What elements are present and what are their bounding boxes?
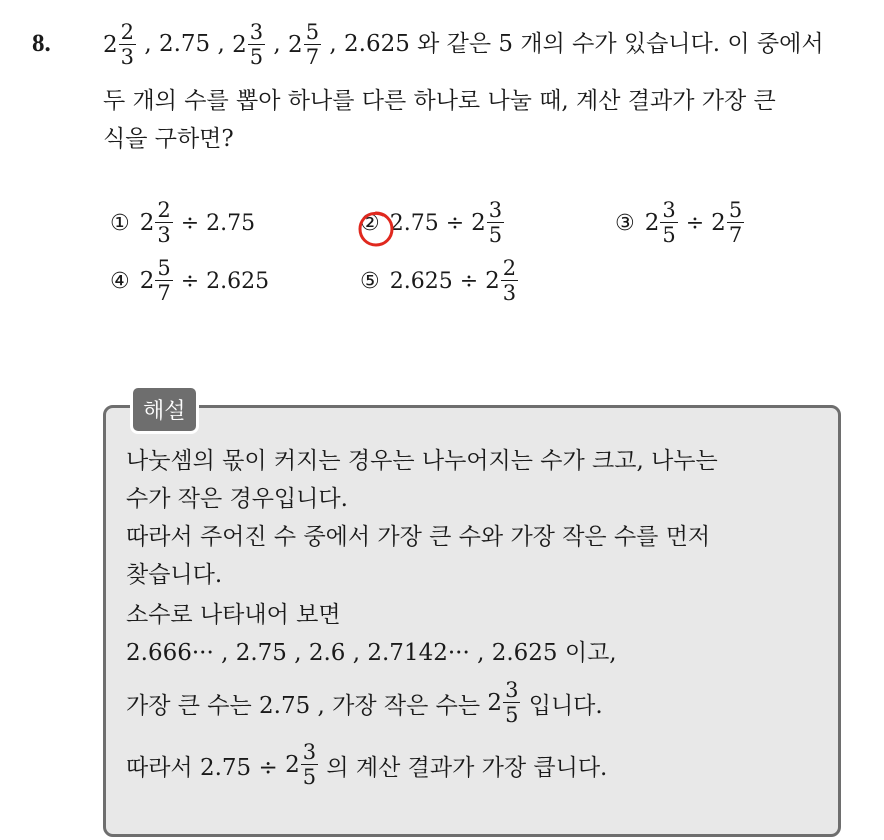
choice-3[interactable] — [615, 200, 745, 246]
solution-text: 따라서 2.75 ÷ — [126, 754, 286, 781]
numerator: 3 — [249, 20, 264, 44]
fraction — [304, 22, 321, 68]
numerator: 3 — [505, 678, 519, 702]
fraction — [660, 200, 677, 246]
mixed-number — [103, 22, 137, 68]
denominator: 5 — [662, 223, 676, 247]
denominator: 5 — [505, 703, 519, 727]
fraction — [155, 200, 172, 246]
numerator: 3 — [488, 198, 503, 222]
denominator: 3 — [157, 223, 171, 247]
fraction — [248, 22, 265, 68]
choice-expression: ÷ — [678, 210, 712, 236]
whole-part: 2 — [288, 32, 303, 58]
mixed-number — [232, 22, 266, 68]
choice-expression: 2.75 ÷ — [389, 210, 472, 236]
mixed-number — [288, 22, 322, 68]
mixed-number — [140, 258, 174, 304]
fraction — [119, 22, 136, 68]
mixed-number — [285, 742, 319, 788]
separator-text: , 2.75 , — [137, 31, 233, 57]
question-text: , 2.625 와 같은 5 개의 수가 있습니다. 이 중에서 — [322, 31, 824, 57]
solution-text: 입니다. — [521, 692, 603, 719]
solution-line — [126, 742, 607, 788]
question-line-3: 식을 구하면? — [103, 126, 234, 152]
fraction — [301, 742, 318, 788]
choice-marker: ⑤ — [360, 268, 380, 294]
solution-line: 2.666··· , 2.75 , 2.6 , 2.7142··· , 2.625 이고, — [126, 640, 617, 666]
numerator: 3 — [302, 740, 317, 764]
whole-part: 2 — [644, 210, 660, 236]
whole-part: 2 — [471, 210, 486, 236]
denominator: 5 — [249, 45, 264, 69]
solution-line: 소수로 나타내어 보면 — [126, 602, 341, 628]
choice-marker: ② — [360, 210, 380, 236]
denominator: 7 — [728, 223, 743, 247]
choice-expression: 2.625 ÷ — [389, 268, 486, 294]
numerator: 2 — [120, 20, 135, 44]
whole-part: 2 — [232, 32, 247, 58]
denominator: 5 — [302, 765, 317, 789]
numerator: 2 — [502, 256, 517, 280]
whole-part: 2 — [103, 32, 118, 58]
mixed-number — [471, 200, 505, 246]
fraction — [501, 258, 518, 304]
fraction — [155, 258, 172, 304]
whole-part: 2 — [485, 268, 500, 294]
whole-part: 2 — [711, 210, 726, 236]
mixed-number — [645, 200, 679, 246]
solution-line — [126, 680, 603, 726]
choice-marker: ① — [110, 210, 130, 236]
numerator: 5 — [728, 198, 743, 222]
mixed-number — [711, 200, 745, 246]
choice-expression: ÷ 2.625 — [173, 268, 270, 294]
denominator: 3 — [502, 281, 517, 305]
answer-choices — [110, 190, 810, 320]
fraction — [487, 200, 504, 246]
solution-line: 수가 작은 경우입니다. — [126, 486, 348, 512]
mixed-number — [140, 200, 174, 246]
choice-1[interactable] — [110, 200, 255, 246]
fraction — [503, 680, 520, 726]
solution-line: 따라서 주어진 수 중에서 가장 큰 수와 가장 작은 수를 먼저 — [126, 524, 711, 550]
mixed-number — [487, 680, 521, 726]
fraction — [727, 200, 744, 246]
choice-marker: ③ — [615, 210, 635, 236]
solution-text: 의 계산 결과가 가장 큽니다. — [319, 754, 608, 781]
choice-expression: ÷ 2.75 — [173, 210, 256, 236]
denominator: 5 — [488, 223, 503, 247]
whole-part: 2 — [487, 690, 503, 716]
choice-marker: ④ — [110, 268, 130, 294]
numerator: 2 — [157, 198, 171, 222]
question-line-2: 두 개의 수를 뽑아 하나를 다른 하나로 나눌 때, 계산 결과가 가장 큰 — [103, 88, 776, 114]
whole-part: 2 — [285, 752, 300, 778]
solution-line: 찾습니다. — [126, 562, 223, 588]
choice-2[interactable] — [360, 200, 505, 246]
denominator: 3 — [120, 45, 135, 69]
separator-text: , — [266, 31, 289, 57]
solution-line: 나눗셈의 몫이 커지는 경우는 나누어지는 수가 크고, 나누는 — [126, 448, 718, 474]
solution-tag: 해설 — [130, 385, 199, 434]
numerator: 5 — [305, 20, 320, 44]
numerator: 3 — [662, 198, 676, 222]
mixed-number — [485, 258, 519, 304]
question-line-1 — [103, 22, 824, 68]
whole-part: 2 — [139, 268, 155, 294]
denominator: 7 — [157, 281, 171, 305]
choice-5[interactable] — [360, 258, 519, 304]
question-number: 8. — [32, 30, 51, 57]
denominator: 7 — [305, 45, 320, 69]
solution-text: 가장 큰 수는 2.75 , 가장 작은 수는 — [126, 692, 488, 719]
numerator: 5 — [157, 256, 171, 280]
whole-part: 2 — [139, 210, 155, 236]
choice-4[interactable] — [110, 258, 269, 304]
